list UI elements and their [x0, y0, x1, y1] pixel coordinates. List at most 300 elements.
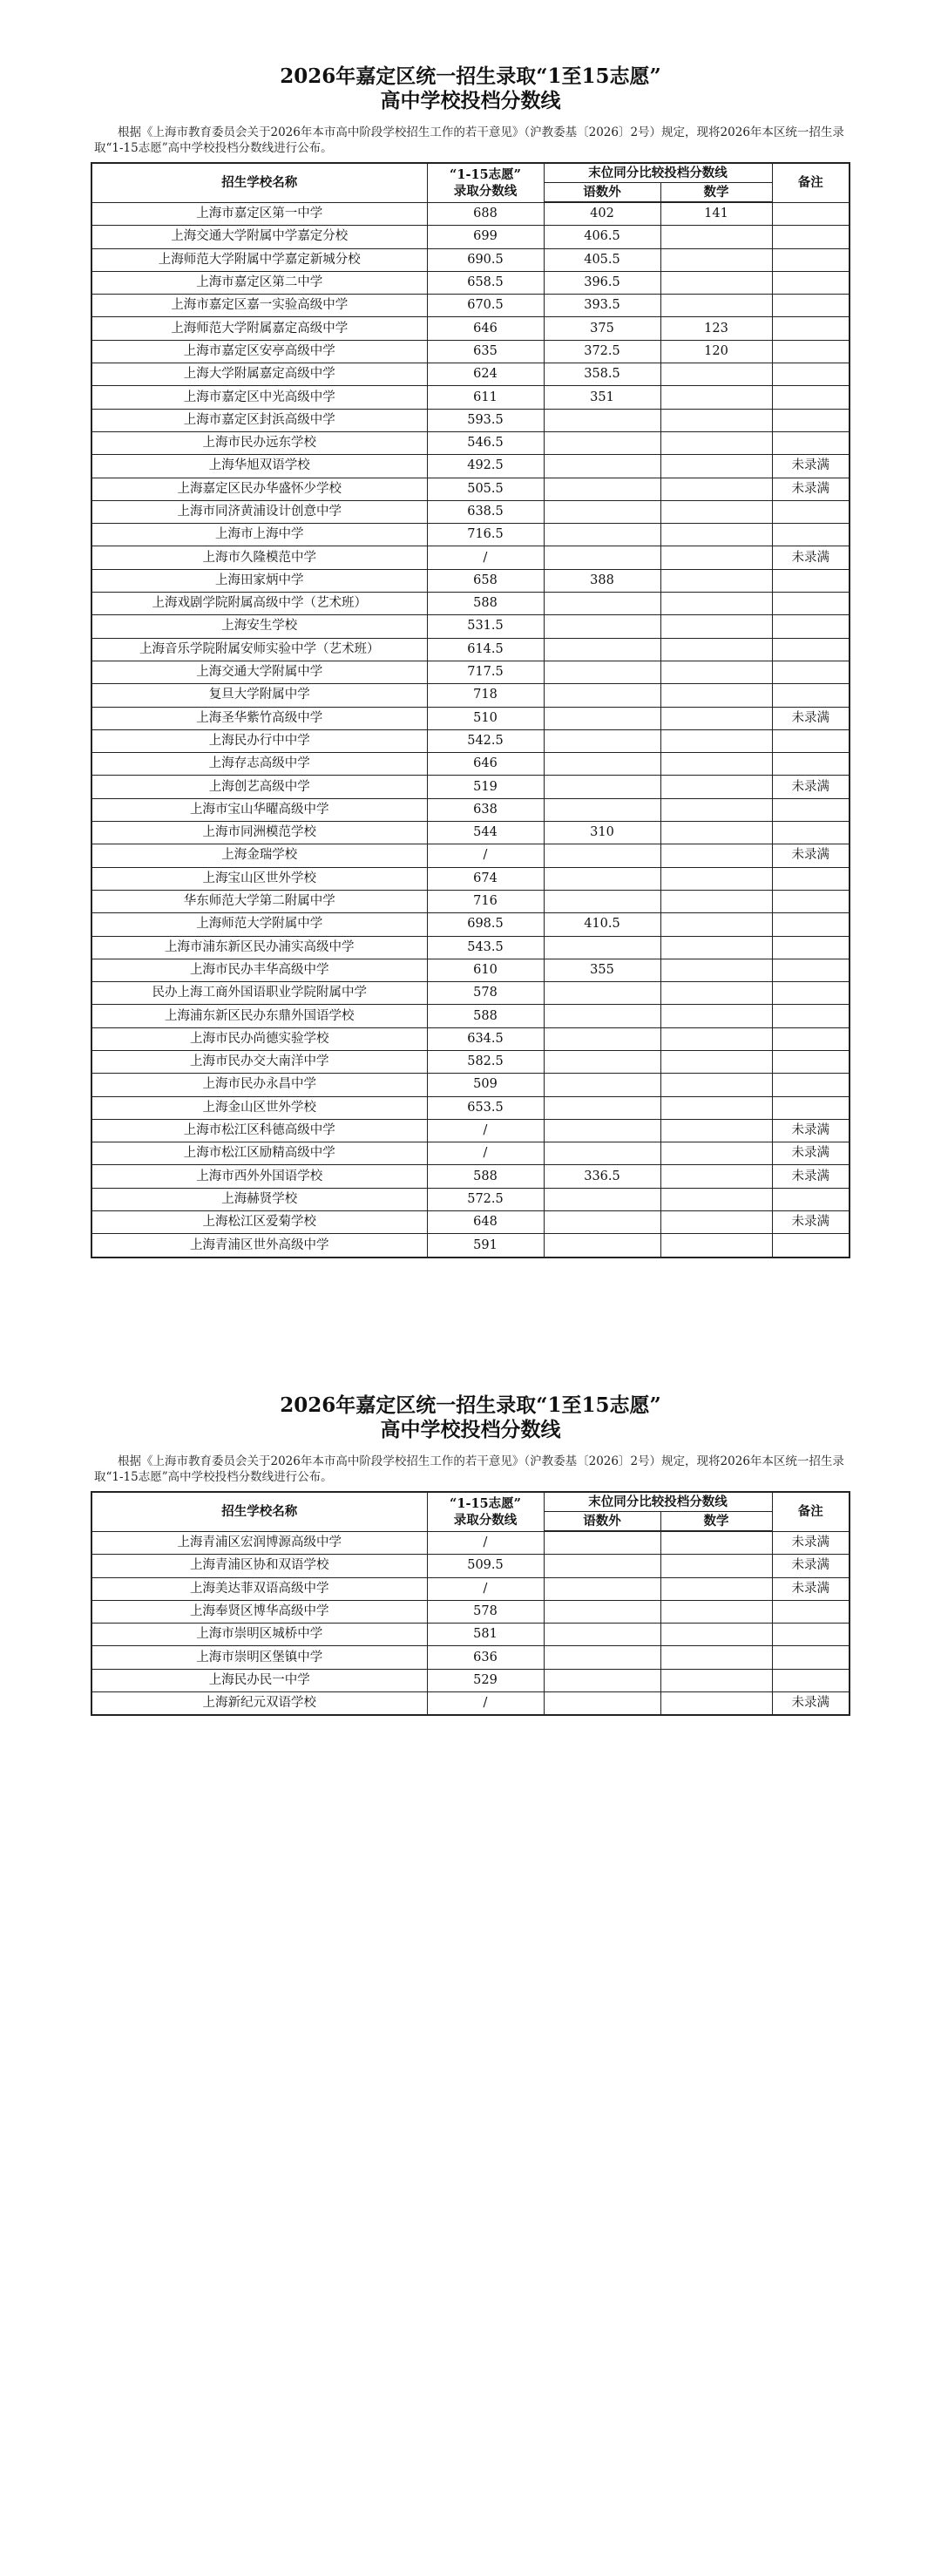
- cell-math: [660, 638, 772, 661]
- table-row: [91, 890, 850, 912]
- table-row: [91, 1692, 850, 1716]
- cell-remark: [772, 363, 850, 386]
- table-row: [91, 776, 850, 798]
- cell-remark: [772, 1624, 850, 1646]
- table-row: [91, 317, 850, 340]
- cell-school: 上海宝山区世外学校: [91, 867, 427, 890]
- cell-remark: [772, 959, 850, 981]
- cell-remark: [772, 684, 850, 707]
- cell-school: 上海青浦区协和双语学校: [91, 1555, 427, 1577]
- intro-paragraph-2: 根据《上海市教育委员会关于2026年本市高中阶段学校招生工作的若干意见》（沪教委基〔2026〕2号）规定，现将2026年本区统一招生录取“1-15志愿”高中学校投档分数线进行公布。: [94, 1454, 844, 1484]
- cell-lang-math-foreign: [544, 729, 660, 752]
- table-row: [91, 1027, 850, 1050]
- cell-score: 572.5: [427, 1188, 544, 1210]
- cell-remark: [772, 524, 850, 546]
- cell-score: /: [427, 1142, 544, 1165]
- cell-lang-math-foreign: [544, 1234, 660, 1257]
- cell-math: [660, 546, 772, 569]
- table-row: [91, 593, 850, 615]
- cell-math: [660, 1211, 772, 1234]
- header-tiebreak: 末位同分比较投档分数线: [544, 163, 772, 183]
- cell-school: 上海圣华紫竹高级中学: [91, 707, 427, 729]
- cell-school: 上海民办民一中学: [91, 1669, 427, 1691]
- cell-score: 509: [427, 1074, 544, 1096]
- cell-math: [660, 478, 772, 500]
- cell-school: 上海市松江区科德高级中学: [91, 1119, 427, 1142]
- cell-lang-math-foreign: [544, 867, 660, 890]
- cell-math: [660, 409, 772, 431]
- table-row: [91, 1188, 850, 1210]
- cell-lang-math-foreign: [544, 1074, 660, 1096]
- header-remark: 备注: [772, 1492, 850, 1531]
- cell-score: 610: [427, 959, 544, 981]
- cell-score: 546.5: [427, 431, 544, 454]
- table-row: [91, 936, 850, 959]
- cell-school: 上海市嘉定区封浜高级中学: [91, 409, 427, 431]
- cell-remark: [772, 1669, 850, 1691]
- cell-school: 上海市民办丰华高级中学: [91, 959, 427, 981]
- cell-remark: [772, 890, 850, 912]
- cell-lang-math-foreign: [544, 1692, 660, 1716]
- cell-remark: [772, 729, 850, 752]
- table-row: [91, 1142, 850, 1165]
- cell-remark: 未录满: [772, 1531, 850, 1555]
- cell-math: [660, 729, 772, 752]
- cell-lang-math-foreign: [544, 661, 660, 683]
- cell-lang-math-foreign: 355: [544, 959, 660, 981]
- table-row: [91, 1074, 850, 1096]
- cell-lang-math-foreign: [544, 524, 660, 546]
- cell-school: 上海华旭双语学校: [91, 455, 427, 478]
- cell-score: 531.5: [427, 615, 544, 638]
- document-title: [0, 64, 941, 113]
- cell-lang-math-foreign: [544, 1646, 660, 1669]
- cell-school: 上海市同洲模范学校: [91, 822, 427, 844]
- table-row: [91, 844, 850, 867]
- cell-school: 上海市嘉定区第二中学: [91, 271, 427, 294]
- cell-score: 582.5: [427, 1050, 544, 1073]
- table-row: [91, 753, 850, 776]
- cell-remark: [772, 1074, 850, 1096]
- cell-math: [660, 776, 772, 798]
- cell-school: 上海金山区世外学校: [91, 1096, 427, 1119]
- cell-school: 上海交通大学附属中学: [91, 661, 427, 683]
- cell-school: 上海市同济黄浦设计创意中学: [91, 500, 427, 523]
- table-row: [91, 707, 850, 729]
- cell-school: 上海市民办交大南洋中学: [91, 1050, 427, 1073]
- table-row: [91, 295, 850, 317]
- cell-math: [660, 684, 772, 707]
- cell-school: 上海市宝山华曜高级中学: [91, 798, 427, 821]
- cell-school: 上海安生学校: [91, 615, 427, 638]
- cell-math: [660, 1119, 772, 1142]
- table-row: [91, 1531, 850, 1555]
- cell-math: [660, 1646, 772, 1669]
- table-row: [91, 1165, 850, 1188]
- cell-remark: 未录满: [772, 455, 850, 478]
- cell-math: [660, 1624, 772, 1646]
- cell-score: 646: [427, 317, 544, 340]
- cell-lang-math-foreign: 388: [544, 569, 660, 592]
- cell-lang-math-foreign: [544, 798, 660, 821]
- cell-lang-math-foreign: [544, 1669, 660, 1691]
- cell-math: [660, 867, 772, 890]
- cell-score: 591: [427, 1234, 544, 1257]
- cell-school: 上海民办行中中学: [91, 729, 427, 752]
- cell-lang-math-foreign: [544, 1050, 660, 1073]
- cell-remark: [772, 798, 850, 821]
- table-row: [91, 661, 850, 683]
- cell-math: [660, 1669, 772, 1691]
- cell-lang-math-foreign: 336.5: [544, 1165, 660, 1188]
- cell-remark: [772, 913, 850, 936]
- cell-score: 588: [427, 1165, 544, 1188]
- cell-school: 上海师范大学附属嘉定高级中学: [91, 317, 427, 340]
- table-row: [91, 500, 850, 523]
- cell-math: [660, 386, 772, 409]
- cell-lang-math-foreign: 402: [544, 202, 660, 226]
- cell-school: 上海市崇明区堡镇中学: [91, 1646, 427, 1669]
- intro-paragraph: 根据《上海市教育委员会关于2026年本市高中阶段学校招生工作的若干意见》（沪教委基〔2026〕2号）规定，现将2026年本区统一招生录取“1-15志愿”高中学校投档分数线进行公布。: [94, 125, 844, 155]
- cell-remark: [772, 753, 850, 776]
- cell-score: 638.5: [427, 500, 544, 523]
- cell-lang-math-foreign: [544, 776, 660, 798]
- cell-score: 492.5: [427, 455, 544, 478]
- cell-score: 542.5: [427, 729, 544, 752]
- cell-math: [660, 295, 772, 317]
- cell-math: [660, 959, 772, 981]
- cell-math: [660, 661, 772, 683]
- cell-math: [660, 753, 772, 776]
- table-row: [91, 1005, 850, 1027]
- cell-score: /: [427, 1692, 544, 1716]
- table-row: [91, 1119, 850, 1142]
- table-row: [91, 363, 850, 386]
- cell-school: 上海奉贤区博华高级中学: [91, 1600, 427, 1623]
- table-row: [91, 822, 850, 844]
- cell-lang-math-foreign: [544, 638, 660, 661]
- cell-remark: 未录满: [772, 1165, 850, 1188]
- table-row: [91, 271, 850, 294]
- cell-school: 上海浦东新区民办东鼎外国语学校: [91, 1005, 427, 1027]
- header-math: 数学: [660, 1512, 772, 1532]
- cell-remark: [772, 982, 850, 1005]
- cell-math: [660, 271, 772, 294]
- cell-score: /: [427, 844, 544, 867]
- table-row: [91, 1624, 850, 1646]
- table-row: [91, 638, 850, 661]
- cell-score: 519: [427, 776, 544, 798]
- cell-school: 上海市上海中学: [91, 524, 427, 546]
- cell-school: 上海市民办远东学校: [91, 431, 427, 454]
- cell-remark: 未录满: [772, 844, 850, 867]
- table-row: [91, 729, 850, 752]
- cell-score: 658.5: [427, 271, 544, 294]
- cell-lang-math-foreign: [544, 982, 660, 1005]
- cell-school: 上海市浦东新区民办浦实高级中学: [91, 936, 427, 959]
- cell-remark: [772, 1234, 850, 1257]
- cell-remark: 未录满: [772, 707, 850, 729]
- table-row: [91, 1600, 850, 1623]
- table-row: [91, 1577, 850, 1600]
- table-body: [91, 202, 850, 1257]
- cell-remark: 未录满: [772, 478, 850, 500]
- cell-math: [660, 455, 772, 478]
- cell-math: [660, 936, 772, 959]
- cell-lang-math-foreign: 358.5: [544, 363, 660, 386]
- cell-remark: [772, 867, 850, 890]
- cell-math: [660, 890, 772, 912]
- header-school: 招生学校名称: [91, 163, 427, 202]
- cell-math: [660, 822, 772, 844]
- cell-math: [660, 707, 772, 729]
- cell-school: 上海市嘉定区中光高级中学: [91, 386, 427, 409]
- cell-math: [660, 1555, 772, 1577]
- cell-score: 670.5: [427, 295, 544, 317]
- cell-math: [660, 844, 772, 867]
- table-row: [91, 478, 850, 500]
- table-row: [91, 1050, 850, 1073]
- cell-remark: [772, 822, 850, 844]
- cell-lang-math-foreign: [544, 890, 660, 912]
- cell-math: [660, 913, 772, 936]
- table-row: [91, 1646, 850, 1669]
- table-row: [91, 226, 850, 248]
- cell-lang-math-foreign: [544, 1119, 660, 1142]
- title-line-2: 高中学校投档分数线: [380, 1418, 561, 1441]
- cell-school: 上海师范大学附属中学嘉定新城分校: [91, 248, 427, 271]
- cell-score: 690.5: [427, 248, 544, 271]
- title-line-1: 2026年嘉定区统一招生录取“1至15志愿”: [280, 1393, 661, 1417]
- cell-lang-math-foreign: [544, 1624, 660, 1646]
- cell-remark: [772, 615, 850, 638]
- cell-math: [660, 363, 772, 386]
- cell-remark: 未录满: [772, 1555, 850, 1577]
- cell-school: 上海嘉定区民办华盛怀少学校: [91, 478, 427, 500]
- cell-math: [660, 982, 772, 1005]
- cell-school: 上海松江区爱菊学校: [91, 1211, 427, 1234]
- cell-lang-math-foreign: [544, 409, 660, 431]
- table-row: [91, 1234, 850, 1257]
- cell-school: 上海市久隆模范中学: [91, 546, 427, 569]
- cell-score: 581: [427, 1624, 544, 1646]
- cell-math: [660, 1188, 772, 1210]
- table-row: [91, 615, 850, 638]
- cell-math: [660, 431, 772, 454]
- cell-score: 543.5: [427, 936, 544, 959]
- cell-school: 上海青浦区世外高级中学: [91, 1234, 427, 1257]
- table-row: [91, 684, 850, 707]
- table-row: [91, 202, 850, 226]
- cell-school: 上海青浦区宏润博源高级中学: [91, 1531, 427, 1555]
- cell-remark: [772, 1188, 850, 1210]
- cell-score: /: [427, 1119, 544, 1142]
- header-school: 招生学校名称: [91, 1492, 427, 1531]
- cell-lang-math-foreign: [544, 707, 660, 729]
- cell-score: 658: [427, 569, 544, 592]
- cell-math: [660, 1577, 772, 1600]
- document-title-2: [0, 1393, 941, 1442]
- score-table: [91, 162, 850, 1258]
- cell-school: 华东师范大学第二附属中学: [91, 890, 427, 912]
- cell-score: 648: [427, 1211, 544, 1234]
- cell-school: 上海田家炳中学: [91, 569, 427, 592]
- cell-school: 上海存志高级中学: [91, 753, 427, 776]
- cell-remark: [772, 638, 850, 661]
- cell-school: 上海大学附属嘉定高级中学: [91, 363, 427, 386]
- cell-remark: 未录满: [772, 1119, 850, 1142]
- table-row: [91, 546, 850, 569]
- cell-lang-math-foreign: [544, 500, 660, 523]
- cell-math: [660, 1142, 772, 1165]
- cell-score: 578: [427, 1600, 544, 1623]
- cell-lang-math-foreign: [544, 1027, 660, 1050]
- cell-math: [660, 1692, 772, 1716]
- cell-school: 上海市西外外国语学校: [91, 1165, 427, 1188]
- cell-math: [660, 1074, 772, 1096]
- cell-school: 上海市崇明区城桥中学: [91, 1624, 427, 1646]
- cell-score: 636: [427, 1646, 544, 1669]
- cell-score: 614.5: [427, 638, 544, 661]
- cell-school: 上海金瑞学校: [91, 844, 427, 867]
- table-row: [91, 913, 850, 936]
- cell-math: [660, 226, 772, 248]
- cell-remark: [772, 317, 850, 340]
- cell-remark: [772, 340, 850, 363]
- cell-school: 上海交通大学附属中学嘉定分校: [91, 226, 427, 248]
- cell-remark: [772, 1096, 850, 1119]
- table-row: [91, 248, 850, 271]
- table-row: [91, 569, 850, 592]
- cell-school: 上海市松江区励精高级中学: [91, 1142, 427, 1165]
- cell-score: 529: [427, 1669, 544, 1691]
- cell-score: 688: [427, 202, 544, 226]
- cell-score: 634.5: [427, 1027, 544, 1050]
- cell-math: [660, 1096, 772, 1119]
- cell-lang-math-foreign: [544, 1005, 660, 1027]
- header-tiebreak: 末位同分比较投档分数线: [544, 1492, 772, 1512]
- cell-score: 716.5: [427, 524, 544, 546]
- cell-score: 578: [427, 982, 544, 1005]
- cell-math: [660, 593, 772, 615]
- cell-remark: 未录满: [772, 1692, 850, 1716]
- table-row: [91, 1096, 850, 1119]
- cell-score: 509.5: [427, 1555, 544, 1577]
- table-row: [91, 431, 850, 454]
- cell-score: 588: [427, 1005, 544, 1027]
- cell-remark: 未录满: [772, 776, 850, 798]
- cell-math: [660, 1600, 772, 1623]
- cell-remark: [772, 409, 850, 431]
- table-row: [91, 1211, 850, 1234]
- cell-math: [660, 1531, 772, 1555]
- cell-lang-math-foreign: [544, 936, 660, 959]
- cell-school: 上海市民办尚德实验学校: [91, 1027, 427, 1050]
- cell-remark: [772, 1050, 850, 1073]
- cell-math: 123: [660, 317, 772, 340]
- cell-remark: 未录满: [772, 1577, 850, 1600]
- cell-score: 716: [427, 890, 544, 912]
- cell-lang-math-foreign: [544, 615, 660, 638]
- cell-remark: [772, 1027, 850, 1050]
- cell-remark: 未录满: [772, 546, 850, 569]
- cell-score: 698.5: [427, 913, 544, 936]
- cell-math: [660, 248, 772, 271]
- cell-lang-math-foreign: [544, 546, 660, 569]
- cell-score: /: [427, 546, 544, 569]
- cell-score: 510: [427, 707, 544, 729]
- cell-lang-math-foreign: [544, 593, 660, 615]
- cell-lang-math-foreign: [544, 431, 660, 454]
- table-row: [91, 798, 850, 821]
- cell-remark: [772, 226, 850, 248]
- cell-school: 上海新纪元双语学校: [91, 1692, 427, 1716]
- cell-math: [660, 1050, 772, 1073]
- table-row: [91, 409, 850, 431]
- cell-math: 120: [660, 340, 772, 363]
- cell-score: 674: [427, 867, 544, 890]
- cell-school: 上海市民办永昌中学: [91, 1074, 427, 1096]
- cell-math: [660, 798, 772, 821]
- cell-lang-math-foreign: 396.5: [544, 271, 660, 294]
- cell-math: [660, 1165, 772, 1188]
- cell-remark: [772, 431, 850, 454]
- cell-lang-math-foreign: [544, 844, 660, 867]
- cell-score: 635: [427, 340, 544, 363]
- cell-score: 624: [427, 363, 544, 386]
- cell-score: 718: [427, 684, 544, 707]
- cell-remark: [772, 1600, 850, 1623]
- title-line-2: 高中学校投档分数线: [380, 89, 561, 112]
- cell-math: [660, 569, 772, 592]
- cell-school: 上海美达菲双语高级中学: [91, 1577, 427, 1600]
- table-row: [91, 524, 850, 546]
- cell-school: 上海师范大学附属中学: [91, 913, 427, 936]
- table-row: [91, 959, 850, 981]
- cell-score: 593.5: [427, 409, 544, 431]
- cell-lang-math-foreign: [544, 1211, 660, 1234]
- cell-school: 上海市嘉定区安亭高级中学: [91, 340, 427, 363]
- cell-school: 上海创艺高级中学: [91, 776, 427, 798]
- table-row: [91, 982, 850, 1005]
- cell-math: [660, 1027, 772, 1050]
- cell-remark: [772, 661, 850, 683]
- cell-lang-math-foreign: [544, 1096, 660, 1119]
- cell-remark: [772, 248, 850, 271]
- cell-lang-math-foreign: 372.5: [544, 340, 660, 363]
- cell-lang-math-foreign: [544, 1188, 660, 1210]
- cell-math: [660, 524, 772, 546]
- cell-lang-math-foreign: [544, 1555, 660, 1577]
- header-score: “1-15志愿” 录取分数线: [427, 1492, 544, 1531]
- cell-school: 民办上海工商外国语职业学院附属中学: [91, 982, 427, 1005]
- header-lang-math-foreign: 语数外: [544, 183, 660, 203]
- cell-school: 上海市嘉定区第一中学: [91, 202, 427, 226]
- cell-lang-math-foreign: [544, 1531, 660, 1555]
- cell-school: 上海市嘉定区嘉一实验高级中学: [91, 295, 427, 317]
- cell-remark: [772, 936, 850, 959]
- cell-lang-math-foreign: 410.5: [544, 913, 660, 936]
- score-table-2: [91, 1491, 850, 1716]
- table-row: [91, 1555, 850, 1577]
- cell-score: 653.5: [427, 1096, 544, 1119]
- cell-math: [660, 1005, 772, 1027]
- cell-remark: [772, 569, 850, 592]
- cell-score: 638: [427, 798, 544, 821]
- cell-score: 717.5: [427, 661, 544, 683]
- cell-score: 699: [427, 226, 544, 248]
- cell-school: 上海音乐学院附属安师实验中学（艺术班）: [91, 638, 427, 661]
